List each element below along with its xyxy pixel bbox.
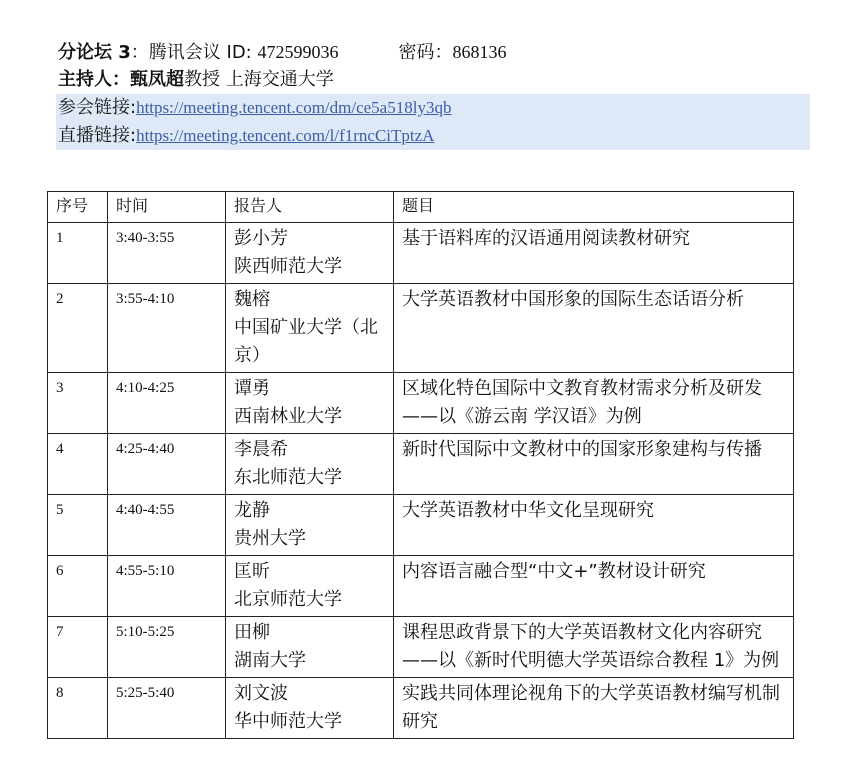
join-link-line xyxy=(56,94,810,122)
password-value: 868136 xyxy=(452,42,507,62)
header-title: 题目 xyxy=(394,192,794,223)
speaker-affiliation: 东北师范大学 xyxy=(234,467,342,488)
join-link-label: 参会链接: xyxy=(58,97,137,118)
row-number: 8 xyxy=(48,678,108,739)
table-row xyxy=(48,556,794,617)
host-line xyxy=(58,66,818,94)
meeting-info-line xyxy=(58,38,818,66)
session-header xyxy=(58,38,818,150)
row-time: 5:25-5:40 xyxy=(108,678,226,739)
header-time: 时间 xyxy=(108,192,226,223)
row-title: 实践共同体理论视角下的大学英语教材编写机制研究 xyxy=(394,678,794,739)
row-title: 大学英语教材中华文化呈现研究 xyxy=(394,495,794,556)
table-header-row xyxy=(48,192,794,223)
row-title: 新时代国际中文教材中的国家形象建构与传播 xyxy=(394,434,794,495)
table-row xyxy=(48,284,794,373)
row-speaker-cell xyxy=(226,223,394,284)
row-time: 3:40-3:55 xyxy=(108,223,226,284)
row-time: 4:40-4:55 xyxy=(108,495,226,556)
row-number: 4 xyxy=(48,434,108,495)
speaker-affiliation: 西南林业大学 xyxy=(234,406,342,427)
speaker-name: 田柳 xyxy=(234,622,270,643)
header-number: 序号 xyxy=(48,192,108,223)
speaker-affiliation: 中国矿业大学（北京） xyxy=(234,317,378,366)
speaker-affiliation: 华中师范大学 xyxy=(234,711,342,732)
row-speaker-cell xyxy=(226,495,394,556)
speaker-name: 李晨希 xyxy=(234,439,288,460)
live-link-line xyxy=(56,122,810,150)
meeting-id-label: 腾讯会议 ID: xyxy=(148,42,258,63)
host-title: 教授 上海交通大学 xyxy=(184,69,334,90)
row-number: 6 xyxy=(48,556,108,617)
host-name: 甄凤超 xyxy=(130,69,184,90)
speaker-name: 匡昕 xyxy=(234,561,270,582)
speaker-affiliation: 湖南大学 xyxy=(234,650,306,671)
row-number: 1 xyxy=(48,223,108,284)
speaker-name: 刘文波 xyxy=(234,683,288,704)
row-time: 5:10-5:25 xyxy=(108,617,226,678)
join-link[interactable]: https://meeting.tencent.com/dm/ce5a518ly3qb xyxy=(136,98,452,117)
speaker-name: 谭勇 xyxy=(234,378,270,399)
speaker-affiliation: 北京师范大学 xyxy=(234,589,342,610)
row-speaker-cell xyxy=(226,284,394,373)
row-title: 基于语料库的汉语通用阅读教材研究 xyxy=(394,223,794,284)
forum-colon: ： xyxy=(130,42,149,63)
row-speaker-cell xyxy=(226,373,394,434)
row-time: 4:10-4:25 xyxy=(108,373,226,434)
row-number: 2 xyxy=(48,284,108,373)
header-speaker: 报告人 xyxy=(226,192,394,223)
row-title: 区域化特色国际中文教育教材需求分析及研发——以《游云南 学汉语》为例 xyxy=(394,373,794,434)
row-time: 3:55-4:10 xyxy=(108,284,226,373)
live-link[interactable]: https://meeting.tencent.com/l/f1rncCiTptzA xyxy=(136,126,435,145)
speaker-affiliation: 陕西师范大学 xyxy=(234,256,342,277)
row-speaker-cell xyxy=(226,556,394,617)
speaker-name: 魏榕 xyxy=(234,289,270,310)
row-title: 内容语言融合型“中文+”教材设计研究 xyxy=(394,556,794,617)
forum-label: 分论坛 3 xyxy=(58,42,131,63)
row-number: 7 xyxy=(48,617,108,678)
table-row xyxy=(48,434,794,495)
row-number: 5 xyxy=(48,495,108,556)
row-time: 4:55-5:10 xyxy=(108,556,226,617)
table-row xyxy=(48,373,794,434)
row-title: 大学英语教材中国形象的国际生态话语分析 xyxy=(394,284,794,373)
table-row xyxy=(48,495,794,556)
speaker-name: 彭小芳 xyxy=(234,228,288,249)
table-row xyxy=(48,223,794,284)
table-row xyxy=(48,678,794,739)
schedule-table xyxy=(47,191,794,739)
row-speaker-cell xyxy=(226,678,394,739)
live-link-label: 直播链接: xyxy=(58,125,137,146)
row-speaker-cell xyxy=(226,617,394,678)
password-label: 密码： xyxy=(398,42,453,63)
row-time: 4:25-4:40 xyxy=(108,434,226,495)
row-speaker-cell xyxy=(226,434,394,495)
table-row xyxy=(48,617,794,678)
row-title: 课程思政背景下的大学英语教材文化内容研究——以《新时代明德大学英语综合教程 1》为例 xyxy=(394,617,794,678)
meeting-id: 472599036 xyxy=(257,42,339,62)
speaker-name: 龙静 xyxy=(234,500,270,521)
row-number: 3 xyxy=(48,373,108,434)
speaker-affiliation: 贵州大学 xyxy=(234,528,306,549)
host-label: 主持人： xyxy=(58,69,130,90)
